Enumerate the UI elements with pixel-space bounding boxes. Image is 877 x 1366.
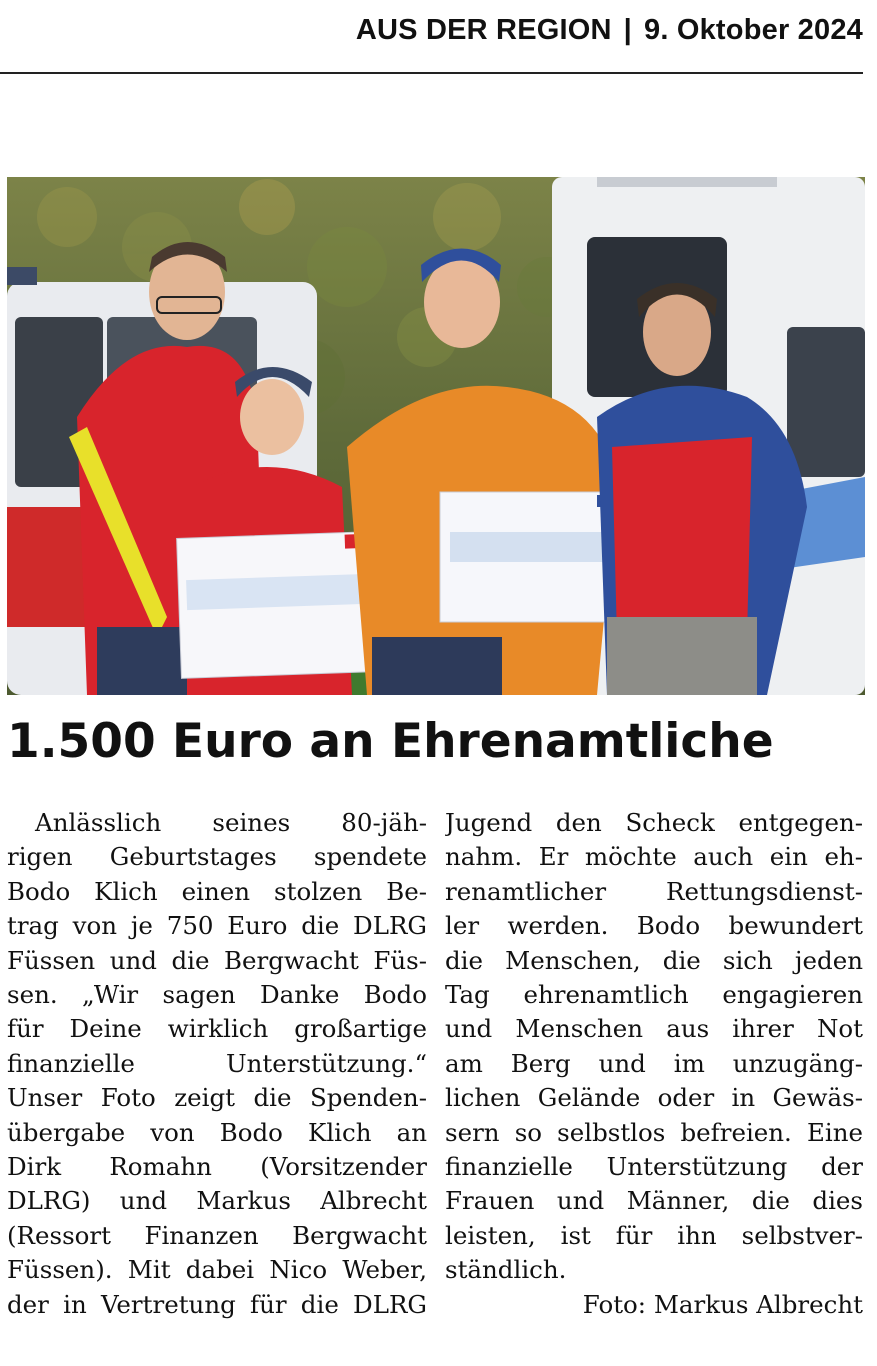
column1-line: finanzielle Unterstützung.“ [7, 1048, 427, 1078]
article-column-1 [7, 806, 427, 1322]
column1-line: rigen Geburtstages spendete [7, 842, 427, 872]
column2-line: Frauen und Männer, die dies [445, 1186, 863, 1216]
column1-line: Füssen). Mit dabei Nico Weber, [7, 1255, 427, 1285]
column1-line: übergabe von Bodo Klich an [7, 1117, 427, 1147]
column2-line: nahm. Er möchte auch ein eh- [445, 842, 863, 872]
column1-line: sen. „Wir sagen Danke Bodo [7, 980, 427, 1010]
article-headline: 1.500 Euro an Ehrenamtliche [7, 714, 774, 769]
column1-line: trag von je 750 Euro die DLRG [7, 911, 427, 941]
photo-illustration [7, 177, 865, 695]
column2-line: Tag ehrenamtlich engagieren [445, 980, 863, 1010]
section-label: AUS DER REGION [355, 14, 612, 46]
page-header [0, 0, 863, 74]
column2-line: Jugend den Scheck entgegen- [445, 808, 863, 837]
cheque-right [440, 492, 620, 622]
column2-line: ler werden. Bodo bewundert [445, 911, 863, 941]
column2-line: ständlich. [445, 1255, 567, 1285]
column2-line: und Menschen aus ihrer Not [445, 1014, 863, 1044]
column2-line: die Menschen, die sich jeden [445, 945, 863, 975]
column1-line: Anlässlich seines 80-jäh- [35, 808, 427, 837]
header-line [356, 14, 863, 47]
column2-line: lichen Gelände oder in Gewäs- [445, 1083, 863, 1113]
column1-line: Dirk Romahn (Vorsitzender [7, 1152, 427, 1182]
column1-line: Unser Foto zeigt die Spenden- [7, 1083, 427, 1113]
column2-line: sern so selbstlos befreien. Eine [445, 1117, 863, 1147]
header-separator: | [623, 14, 632, 46]
column2-line: am Berg und im unzugäng- [445, 1048, 863, 1078]
column2-line: leisten, ist für ihn selbstver- [445, 1220, 863, 1250]
photo-credit: Foto: Markus Albrecht [582, 1289, 863, 1319]
column1-line: für Deine wirklich großartige [7, 1014, 427, 1044]
column2-line: renamtlicher Rettungsdienst- [445, 876, 863, 906]
column1-line: der in Vertretung für die DLRG [7, 1289, 427, 1319]
column1-line: Bodo Klich einen stolzen Be- [7, 876, 427, 906]
article-column-2 [445, 806, 863, 1322]
column1-line: DLRG) und Markus Albrecht [7, 1186, 427, 1216]
column1-line: Füssen und die Bergwacht Füs- [7, 945, 427, 975]
column1-line: (Ressort Finanzen Bergwacht [7, 1220, 427, 1250]
issue-date: 9. Oktober 2024 [644, 14, 863, 46]
cheque-left [177, 532, 378, 679]
column2-line: finanzielle Unterstützung der [445, 1152, 863, 1182]
article-photo [7, 177, 865, 695]
